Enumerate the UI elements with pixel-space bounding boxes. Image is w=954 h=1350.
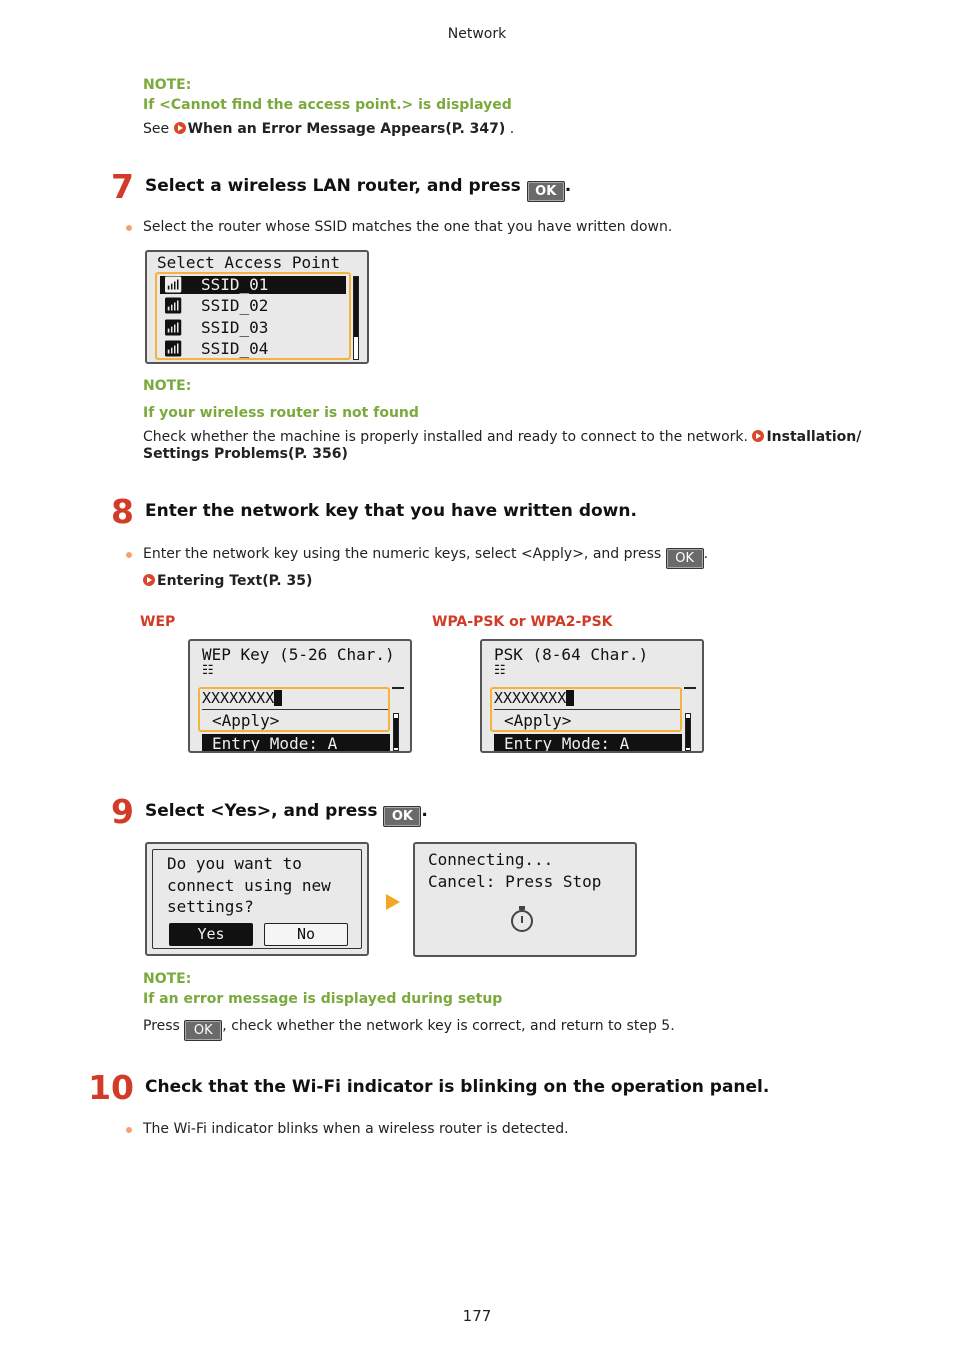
wpa-label: WPA-PSK or WPA2-PSK [432,614,613,630]
installation-problems-link[interactable]: Installation/ [766,429,862,445]
step-title: Select a wireless LAN router, and press OK . [145,176,571,202]
ok-key-icon: OK [184,1020,222,1041]
cursor-line [392,687,404,689]
ssid-item[interactable]: SSID_01 [201,275,269,294]
lcd-psk-key [480,639,704,753]
key-input[interactable]: XXXXXXXX [494,689,574,707]
note-text: , check whether the network key is correct, and return to step 5. [222,1018,675,1034]
lcd-confirm [145,842,369,956]
note-body [143,121,514,138]
bullet-text: Enter the network key using the numeric keys, select <Apply>, and press OK . [143,546,708,569]
lcd-title: WEP Key (5-26 Char.) [202,645,395,664]
lcd-line: Do you want to [167,854,302,873]
page-header: Network [447,26,507,42]
ssid-item[interactable]: SSID_02 [201,296,269,315]
entry-mode-text: Entry Mode: A [504,734,630,753]
key-input[interactable]: XXXXXXXX [202,689,282,707]
ssid-item[interactable]: SSID_04 [201,339,269,358]
lcd-line: Cancel: Press Stop [428,872,602,891]
bullet-icon [126,1127,132,1133]
step-title-text: Select a wireless LAN router, and press [145,176,521,196]
ok-key-icon: OK [527,181,565,202]
note-title: If your wireless router is not found [143,405,419,421]
signal-icon: 📶︎ [163,296,184,315]
ssid-item[interactable]: SSID_03 [201,318,269,337]
no-button[interactable]: No [264,923,348,946]
bullet-text: The Wi-Fi indicator blinks when a wireless router is detected. [143,1121,569,1137]
lcd-line: connect using new [167,876,331,895]
scrollbar[interactable] [685,713,691,751]
entering-text-link-line [143,573,312,590]
link-arrow-icon [174,122,186,134]
note-label: NOTE: [143,971,192,987]
note-text: Check whether the machine is properly installed and ready to connect to the network. [143,429,753,445]
link-arrow-icon [752,430,764,442]
bullet-text: Select the router whose SSID matches the one that you have written down. [143,219,673,235]
cursor-line [684,687,696,689]
lcd-title: Select Access Point [157,253,341,272]
lcd-title: PSK (8-64 Char.) [494,645,649,664]
ok-key-icon: OK [383,806,421,827]
bullet-icon [126,552,132,558]
wep-label: WEP [140,614,176,630]
scrollbar[interactable] [393,713,399,751]
press-text: Press [143,1018,185,1034]
note-body [143,429,863,463]
lcd-wep-key [188,639,412,753]
note-title: If an error message is displayed during setup [143,991,503,1007]
signal-icon: 📶︎ [163,318,184,337]
note-title: If <Cannot find the access point.> is displayed [143,97,512,113]
signal-icon: 📶︎ [163,339,184,358]
keypad-icon: ☷ [202,663,214,678]
step-number: 8 [111,492,134,531]
entry-mode-text: Entry Mode: A [212,734,338,753]
ok-key-icon: OK [666,548,704,569]
lcd-line: settings? [167,897,254,916]
error-message-link[interactable]: When an Error Message Appears(P. 347) [187,121,506,137]
apply-item[interactable]: <Apply> [212,711,280,730]
divider [202,709,388,710]
scrollbar[interactable] [353,276,359,360]
step-title: Check that the Wi-Fi indicator is blinking on the operation panel. [145,1077,770,1097]
stopwatch-icon [511,910,533,932]
signal-icon: 📶︎ [163,275,184,294]
bullet-text-content: Enter the network key using the numeric keys, select <Apply>, and press [143,546,662,562]
divider [494,709,680,710]
lcd-connecting [413,842,637,957]
bullet-icon [126,225,132,231]
step-number: 9 [111,792,134,831]
note-body [143,1018,675,1041]
note-label: NOTE: [143,77,192,93]
step-title-text: Select <Yes>, and press [145,801,378,821]
entering-text-link[interactable]: Entering Text(P. 35) [157,573,313,589]
installation-problems-link-cont[interactable]: Settings Problems(P. 356) [143,446,348,462]
yes-button[interactable]: Yes [169,923,253,946]
apply-item[interactable]: <Apply> [504,711,572,730]
see-text: See [143,121,174,137]
lcd-select-access-point [145,250,369,364]
keypad-icon: ☷ [494,663,506,678]
link-arrow-icon [143,574,155,586]
page-number: 177 [462,1307,492,1325]
note-tail: . [505,121,515,137]
lcd-line: Connecting... [428,850,554,869]
note-label: NOTE: [143,378,192,394]
step-title: Select <Yes>, and press OK . [145,801,428,827]
arrow-right-icon [386,894,400,910]
step-number: 7 [111,167,134,206]
step-title: Enter the network key that you have written down. [145,501,637,521]
step-number: 10 [88,1068,134,1107]
